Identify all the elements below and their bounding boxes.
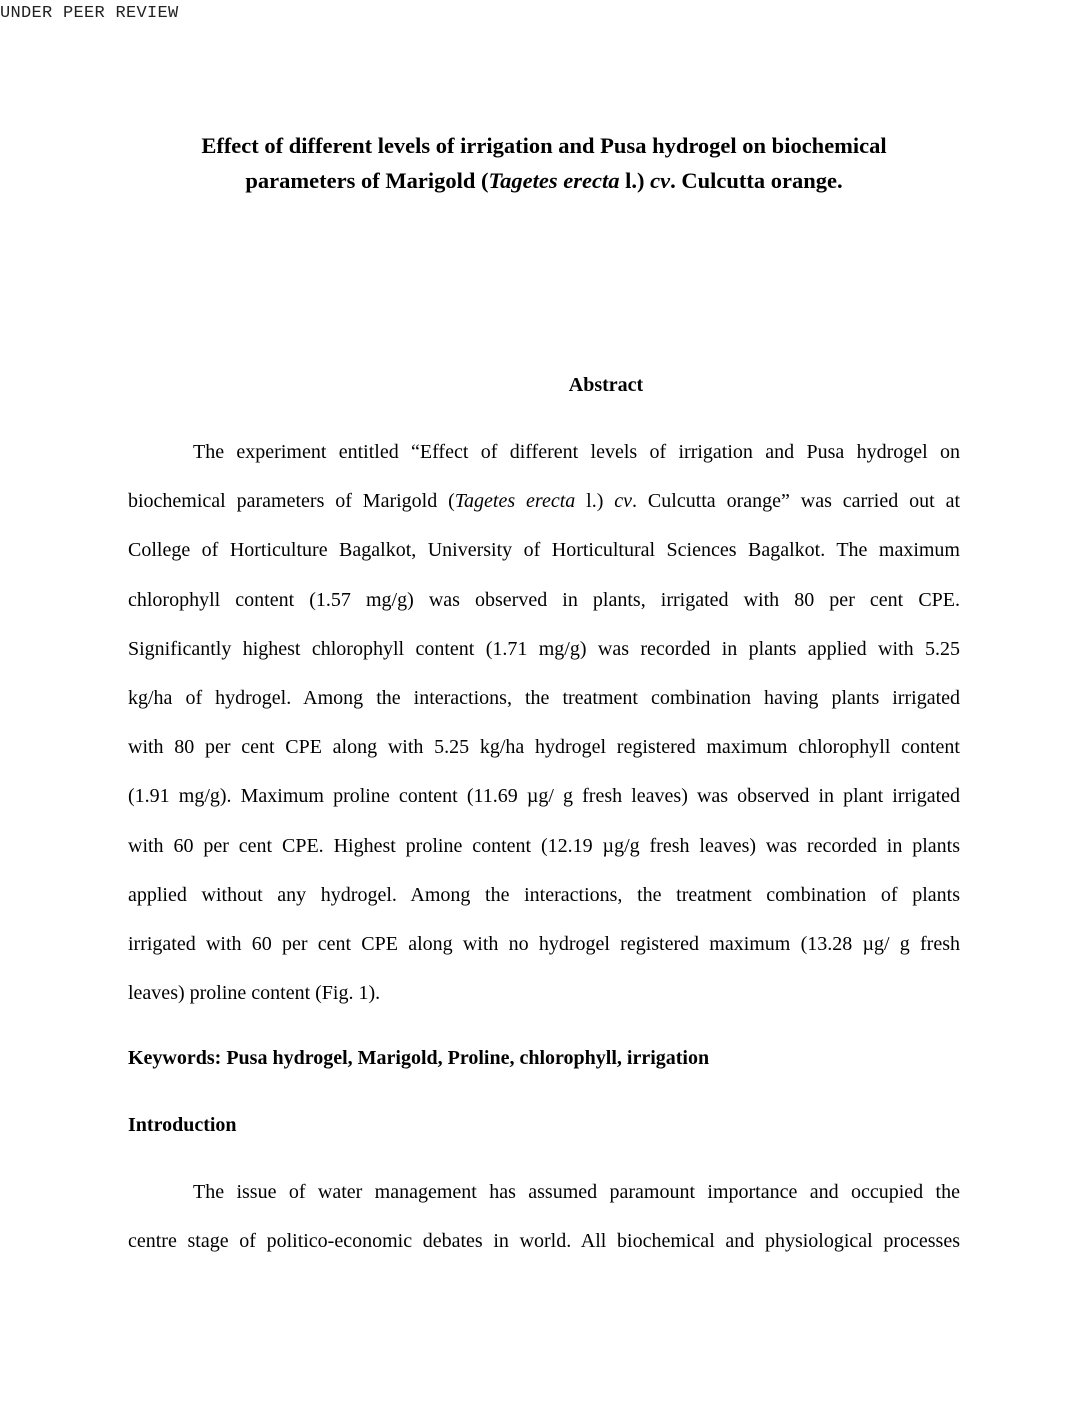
abstract-line: (1.91 mg/g). Maximum proline content (11.69 µg/ g fresh leaves) was observed in plant irrigated [128,785,960,808]
species-name: Tagetes erecta [454,490,576,513]
abstract-line: Significantly highest chlorophyll content (1.71 mg/g) was recorded in plants applied with 5.25 [128,637,960,660]
keywords: Keywords: Pusa hydrogel, Marigold, Proline, chlorophyll, irrigation [128,1047,710,1069]
title-line-2 [100,163,988,198]
abstract-line: College of Horticulture Bagalkot, University of Horticultural Sciences Bagalkot. The maximum [128,539,960,562]
introduction-paragraph [128,1180,960,1278]
title-text: . Culcutta orange. [670,168,843,193]
abstract-line: with 80 per cent CPE along with 5.25 kg/ha hydrogel registered maximum chlorophyll content [128,736,960,759]
abstract-line: kg/ha of hydrogel. Among the interactions, the treatment combination having plants irrigated [128,686,960,709]
text: . Culcutta orange” was carried out at [632,490,961,513]
abstract-line: leaves) proline content (Fig. 1). [128,982,381,1005]
review-watermark-header: UNDER PEER REVIEW [0,4,179,23]
title-species: Tagetes erecta [488,168,620,193]
abstract-line: with 60 per cent CPE. Highest proline content (12.19 µg/g fresh leaves) was recorded in plants [128,834,960,857]
introduction-heading: Introduction [128,1114,237,1136]
abstract-line: irrigated with 60 per cent CPE along with no hydrogel registered maximum (13.28 µg/ g fresh [128,932,960,955]
abstract-line: chlorophyll content (1.57 mg/g) was observed in plants, irrigated with 80 per cent CPE. [128,588,960,611]
title-line-1: Effect of different levels of irrigation and Pusa hydrogel on biochemical [201,133,887,158]
title-text: parameters of Marigold ( [245,168,489,193]
abstract-paragraph [128,440,960,1030]
text: biochemical parameters of Marigold ( [128,490,455,513]
paper-title [100,128,988,198]
text: l.) [575,490,615,513]
abstract-heading: Abstract [568,374,644,396]
abstract-line: applied without any hydrogel. Among the interactions, the treatment combination of plants [128,883,960,906]
intro-line: The issue of water management has assumed paramount importance and occupied the [193,1181,960,1203]
intro-line: centre stage of politico-economic debates in world. All biochemical and physiological processes [128,1230,960,1253]
title-text: l.) [619,168,651,193]
cultivar-abbrev: cv [614,490,633,513]
abstract-line [128,489,960,538]
abstract-line: The experiment entitled “Effect of different levels of irrigation and Pusa hydrogel on [193,441,960,463]
title-cv: cv [650,168,671,193]
